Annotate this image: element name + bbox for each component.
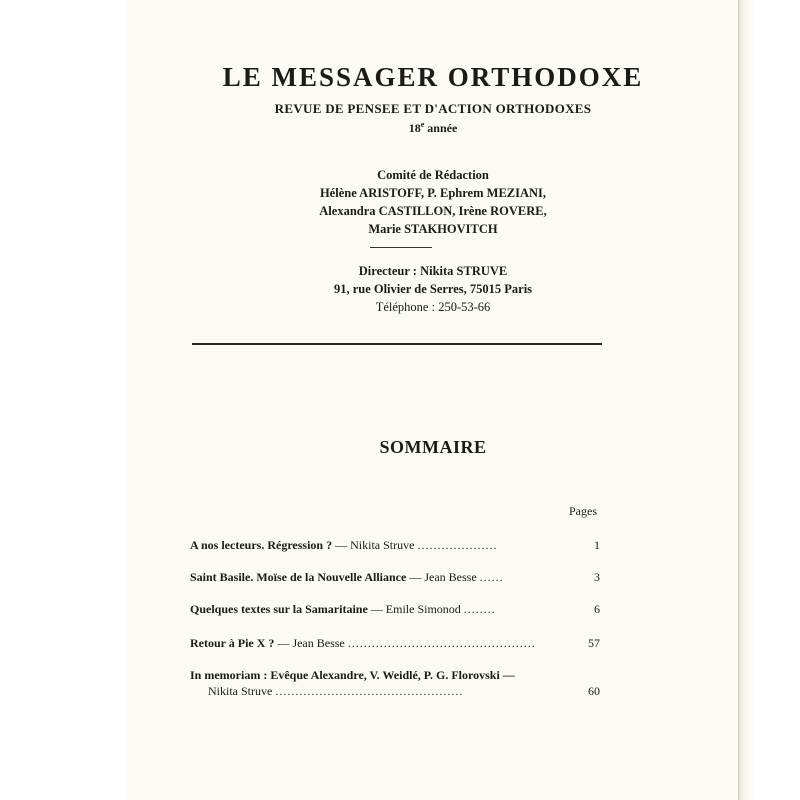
toc-entry-author: — Jean Besse — [406, 570, 480, 584]
year-word: année — [424, 121, 458, 135]
pages-column-label: Pages — [569, 504, 597, 518]
journal-title: LE MESSAGER ORTHODOXE — [222, 62, 644, 92]
toc-entry-author: — Jean Besse — [274, 636, 348, 650]
toc-page-number: 3 — [594, 570, 600, 584]
year-suffix: e — [420, 120, 425, 129]
toc-leader-dots: .................... — [417, 538, 498, 552]
committee-members-line: Alexandra CASTILLON, Irène ROVERE, — [319, 204, 547, 218]
toc-entry-title: Saint Basile. Moïse de la Nouvelle Alliance — [190, 570, 407, 584]
toc-entry-author: Nikita Struve — [208, 684, 276, 698]
page-edge-shadow — [738, 0, 756, 800]
header-divider — [192, 343, 602, 345]
director-line: Directeur : Nikita STRUVE — [358, 264, 508, 278]
toc-leader-dots: ...... — [479, 570, 504, 584]
toc-entry-title: In memoriam : Evêque Alexandre, V. Weidlé, P. G. Florovski — — [190, 668, 515, 682]
year-number: 18 — [408, 121, 421, 135]
toc-entry — [190, 668, 598, 683]
director-address: 91, rue Olivier de Serres, 75015 Paris — [333, 282, 533, 296]
toc-entry — [190, 636, 598, 651]
committee-members-line: Hélène ARISTOFF, P. Ephrem MEZIANI, — [319, 186, 547, 200]
toc-entry — [190, 570, 598, 585]
toc-page-number: 1 — [594, 538, 600, 552]
toc-leader-dots: ............................................... — [275, 684, 464, 698]
journal-subtitle: REVUE DE PENSEE ET D'ACTION ORTHODOXES — [274, 101, 592, 116]
toc-entry-continuation — [208, 684, 598, 699]
contents-heading: SOMMAIRE — [379, 437, 487, 457]
toc-page-number: 60 — [588, 684, 600, 698]
toc-page-number: 57 — [588, 636, 600, 650]
committee-members-line: Marie STAKHOVITCH — [368, 222, 498, 236]
toc-entry-author: — Nikita Struve — [332, 538, 418, 552]
toc-entry-title: Retour à Pie X ? — [190, 636, 275, 650]
toc-entry-title: Quelques textes sur la Samaritaine — [190, 602, 368, 616]
toc-entry-author: — Emile Simonod — [367, 602, 464, 616]
toc-entry — [190, 602, 598, 617]
committee-heading: Comité de Rédaction — [377, 168, 489, 182]
toc-entry-title: A nos lecteurs. Régression ? — [190, 538, 333, 552]
section-divider — [370, 247, 432, 248]
director-phone: Téléphone : 250-53-66 — [375, 300, 491, 314]
document-page — [128, 0, 738, 800]
toc-entry — [190, 538, 598, 553]
toc-leader-dots: ............................................... — [347, 636, 536, 650]
journal-year — [128, 120, 738, 136]
toc-leader-dots: ........ — [463, 602, 496, 616]
toc-page-number: 6 — [594, 602, 600, 616]
